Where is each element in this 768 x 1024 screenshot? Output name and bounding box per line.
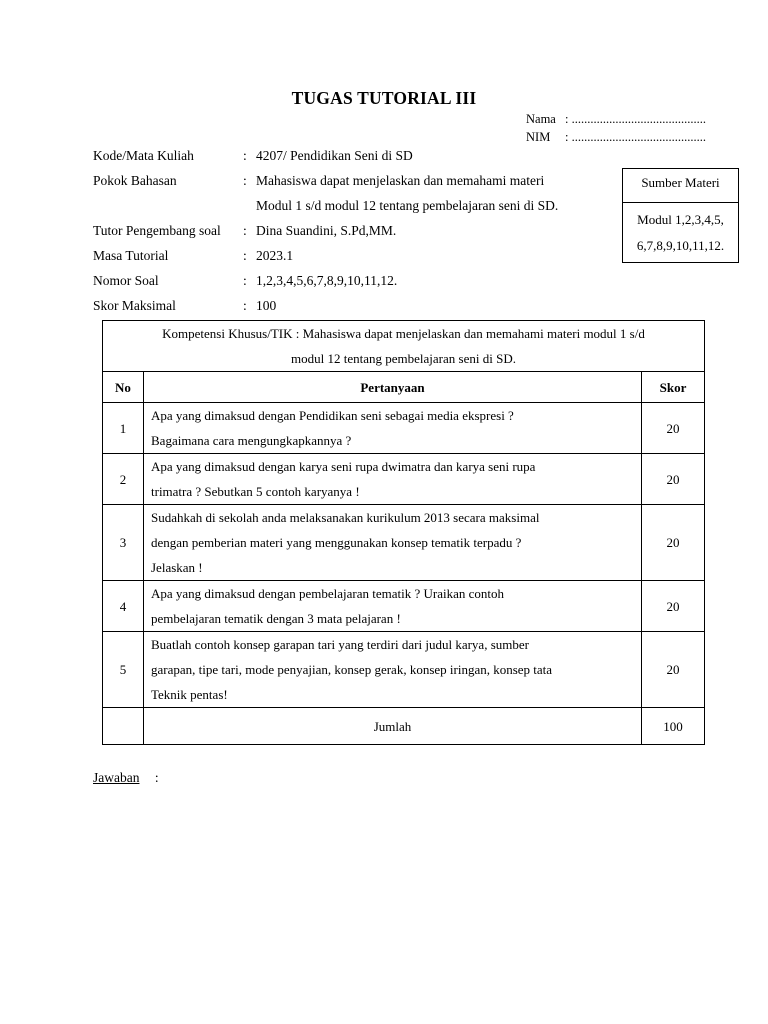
nim-field: : ........................................... xyxy=(565,130,706,144)
identity-block xyxy=(526,110,706,146)
pokok-colon: : xyxy=(243,173,247,188)
row-question xyxy=(144,403,642,454)
jawaban-line xyxy=(93,770,159,786)
skor-value: 100 xyxy=(256,298,277,313)
row-number: 1 xyxy=(103,403,144,454)
header-no: No xyxy=(103,372,144,403)
row-score: 20 xyxy=(642,505,705,581)
nomor-label: Nomor Soal xyxy=(93,273,159,288)
question-line: garapan, tipe tari, mode penyajian, konsep gerak, konsep iringan, konsep tata xyxy=(151,662,553,677)
header-skor: Skor xyxy=(642,372,705,403)
meta-kode-row xyxy=(93,143,558,168)
kode-colon: : xyxy=(243,148,247,163)
question-line: Apa yang dimaksud dengan karya seni rupa dwimatra dan karya seni rupa xyxy=(151,459,536,474)
sumber-line-1: Modul 1,2,3,4,5, xyxy=(637,212,724,227)
question-line: Bagaimana cara mengungkapkannya ? xyxy=(151,433,352,448)
tutor-colon: : xyxy=(243,223,247,238)
kode-label: Kode/Mata Kuliah xyxy=(93,148,194,163)
sumber-materi-box xyxy=(622,168,739,263)
nomor-colon: : xyxy=(243,273,247,288)
meta-masa-row xyxy=(93,243,558,268)
row-score: 20 xyxy=(642,403,705,454)
row-question xyxy=(144,505,642,581)
pokok-label: Pokok Bahasan xyxy=(93,173,177,188)
sumber-heading: Sumber Materi xyxy=(623,169,738,203)
jumlah-empty-cell xyxy=(103,708,144,745)
question-line: Buatlah contoh konsep garapan tari yang terdiri dari judul karya, sumber xyxy=(151,637,529,652)
table-row xyxy=(103,581,705,632)
jumlah-value: 100 xyxy=(642,708,705,745)
nama-label: Nama xyxy=(526,112,556,126)
question-line: Sudahkah di sekolah anda melaksanakan kurikulum 2013 secara maksimal xyxy=(151,510,540,525)
nomor-value: 1,2,3,4,5,6,7,8,9,10,11,12. xyxy=(256,273,398,288)
row-question xyxy=(144,632,642,708)
row-score: 20 xyxy=(642,454,705,505)
question-line: dengan pemberian materi yang menggunakan konsep tematik terpadu ? xyxy=(151,535,522,550)
table-row xyxy=(103,632,705,708)
kompetensi-line-1: Kompetensi Khusus/TIK : Mahasiswa dapat menjelaskan dan memahami materi modul 1 s/d xyxy=(162,326,645,341)
meta-skor-row xyxy=(93,293,558,318)
question-line: Jelaskan ! xyxy=(151,560,203,575)
tutor-value: Dina Suandini, S.Pd,MM. xyxy=(256,223,397,238)
skor-colon: : xyxy=(243,298,247,313)
meta-tutor-row xyxy=(93,218,558,243)
nama-field: : ........................................... xyxy=(565,112,706,126)
jawaban-colon: : xyxy=(154,770,159,785)
row-question xyxy=(144,581,642,632)
masa-label: Masa Tutorial xyxy=(93,248,169,263)
row-score: 20 xyxy=(642,632,705,708)
row-number: 5 xyxy=(103,632,144,708)
nama-row xyxy=(526,110,706,128)
row-number: 4 xyxy=(103,581,144,632)
kompetensi-row xyxy=(103,321,705,372)
question-line: Apa yang dimaksud dengan pembelajaran tematik ? Uraikan contoh xyxy=(151,586,505,601)
kompetensi-cell xyxy=(103,321,705,372)
question-table xyxy=(102,320,705,745)
pokok-value-2: Modul 1 s/d modul 12 tentang pembelajaran seni di SD. xyxy=(256,198,559,213)
table-row xyxy=(103,403,705,454)
row-score: 20 xyxy=(642,581,705,632)
meta-pokok-row xyxy=(93,168,558,193)
kompetensi-line-2: modul 12 tentang pembelajaran seni di SD. xyxy=(291,351,516,366)
sumber-body xyxy=(623,203,738,259)
kode-value: 4207/ Pendidikan Seni di SD xyxy=(256,148,413,163)
skor-label: Skor Maksimal xyxy=(93,298,176,313)
question-line: pembelajaran tematik dengan 3 mata pelajaran ! xyxy=(151,611,401,626)
masa-colon: : xyxy=(243,248,247,263)
masa-value: 2023.1 xyxy=(256,248,294,263)
pokok-value-1: Mahasiswa dapat menjelaskan dan memahami materi xyxy=(256,173,545,188)
question-line: trimatra ? Sebutkan 5 contoh karyanya ! xyxy=(151,484,360,499)
nim-label: NIM xyxy=(526,130,551,144)
question-line: Apa yang dimaksud dengan Pendidikan seni sebagai media ekspresi ? xyxy=(151,408,514,423)
jumlah-row xyxy=(103,708,705,745)
table-body xyxy=(103,403,705,708)
sumber-line-2: 6,7,8,9,10,11,12. xyxy=(636,238,725,253)
jawaban-label: Jawaban xyxy=(93,770,140,785)
row-question xyxy=(144,454,642,505)
header-pertanyaan: Pertanyaan xyxy=(144,372,642,403)
jumlah-label: Jumlah xyxy=(144,708,642,745)
table-row xyxy=(103,505,705,581)
course-meta xyxy=(93,143,558,318)
table-row xyxy=(103,454,705,505)
question-line: Teknik pentas! xyxy=(151,687,228,702)
meta-nomor-row xyxy=(93,268,558,293)
tutor-label: Tutor Pengembang soal xyxy=(93,223,221,238)
page-title: TUGAS TUTORIAL III xyxy=(291,88,477,108)
row-number: 2 xyxy=(103,454,144,505)
row-number: 3 xyxy=(103,505,144,581)
table-header-row xyxy=(103,372,705,403)
